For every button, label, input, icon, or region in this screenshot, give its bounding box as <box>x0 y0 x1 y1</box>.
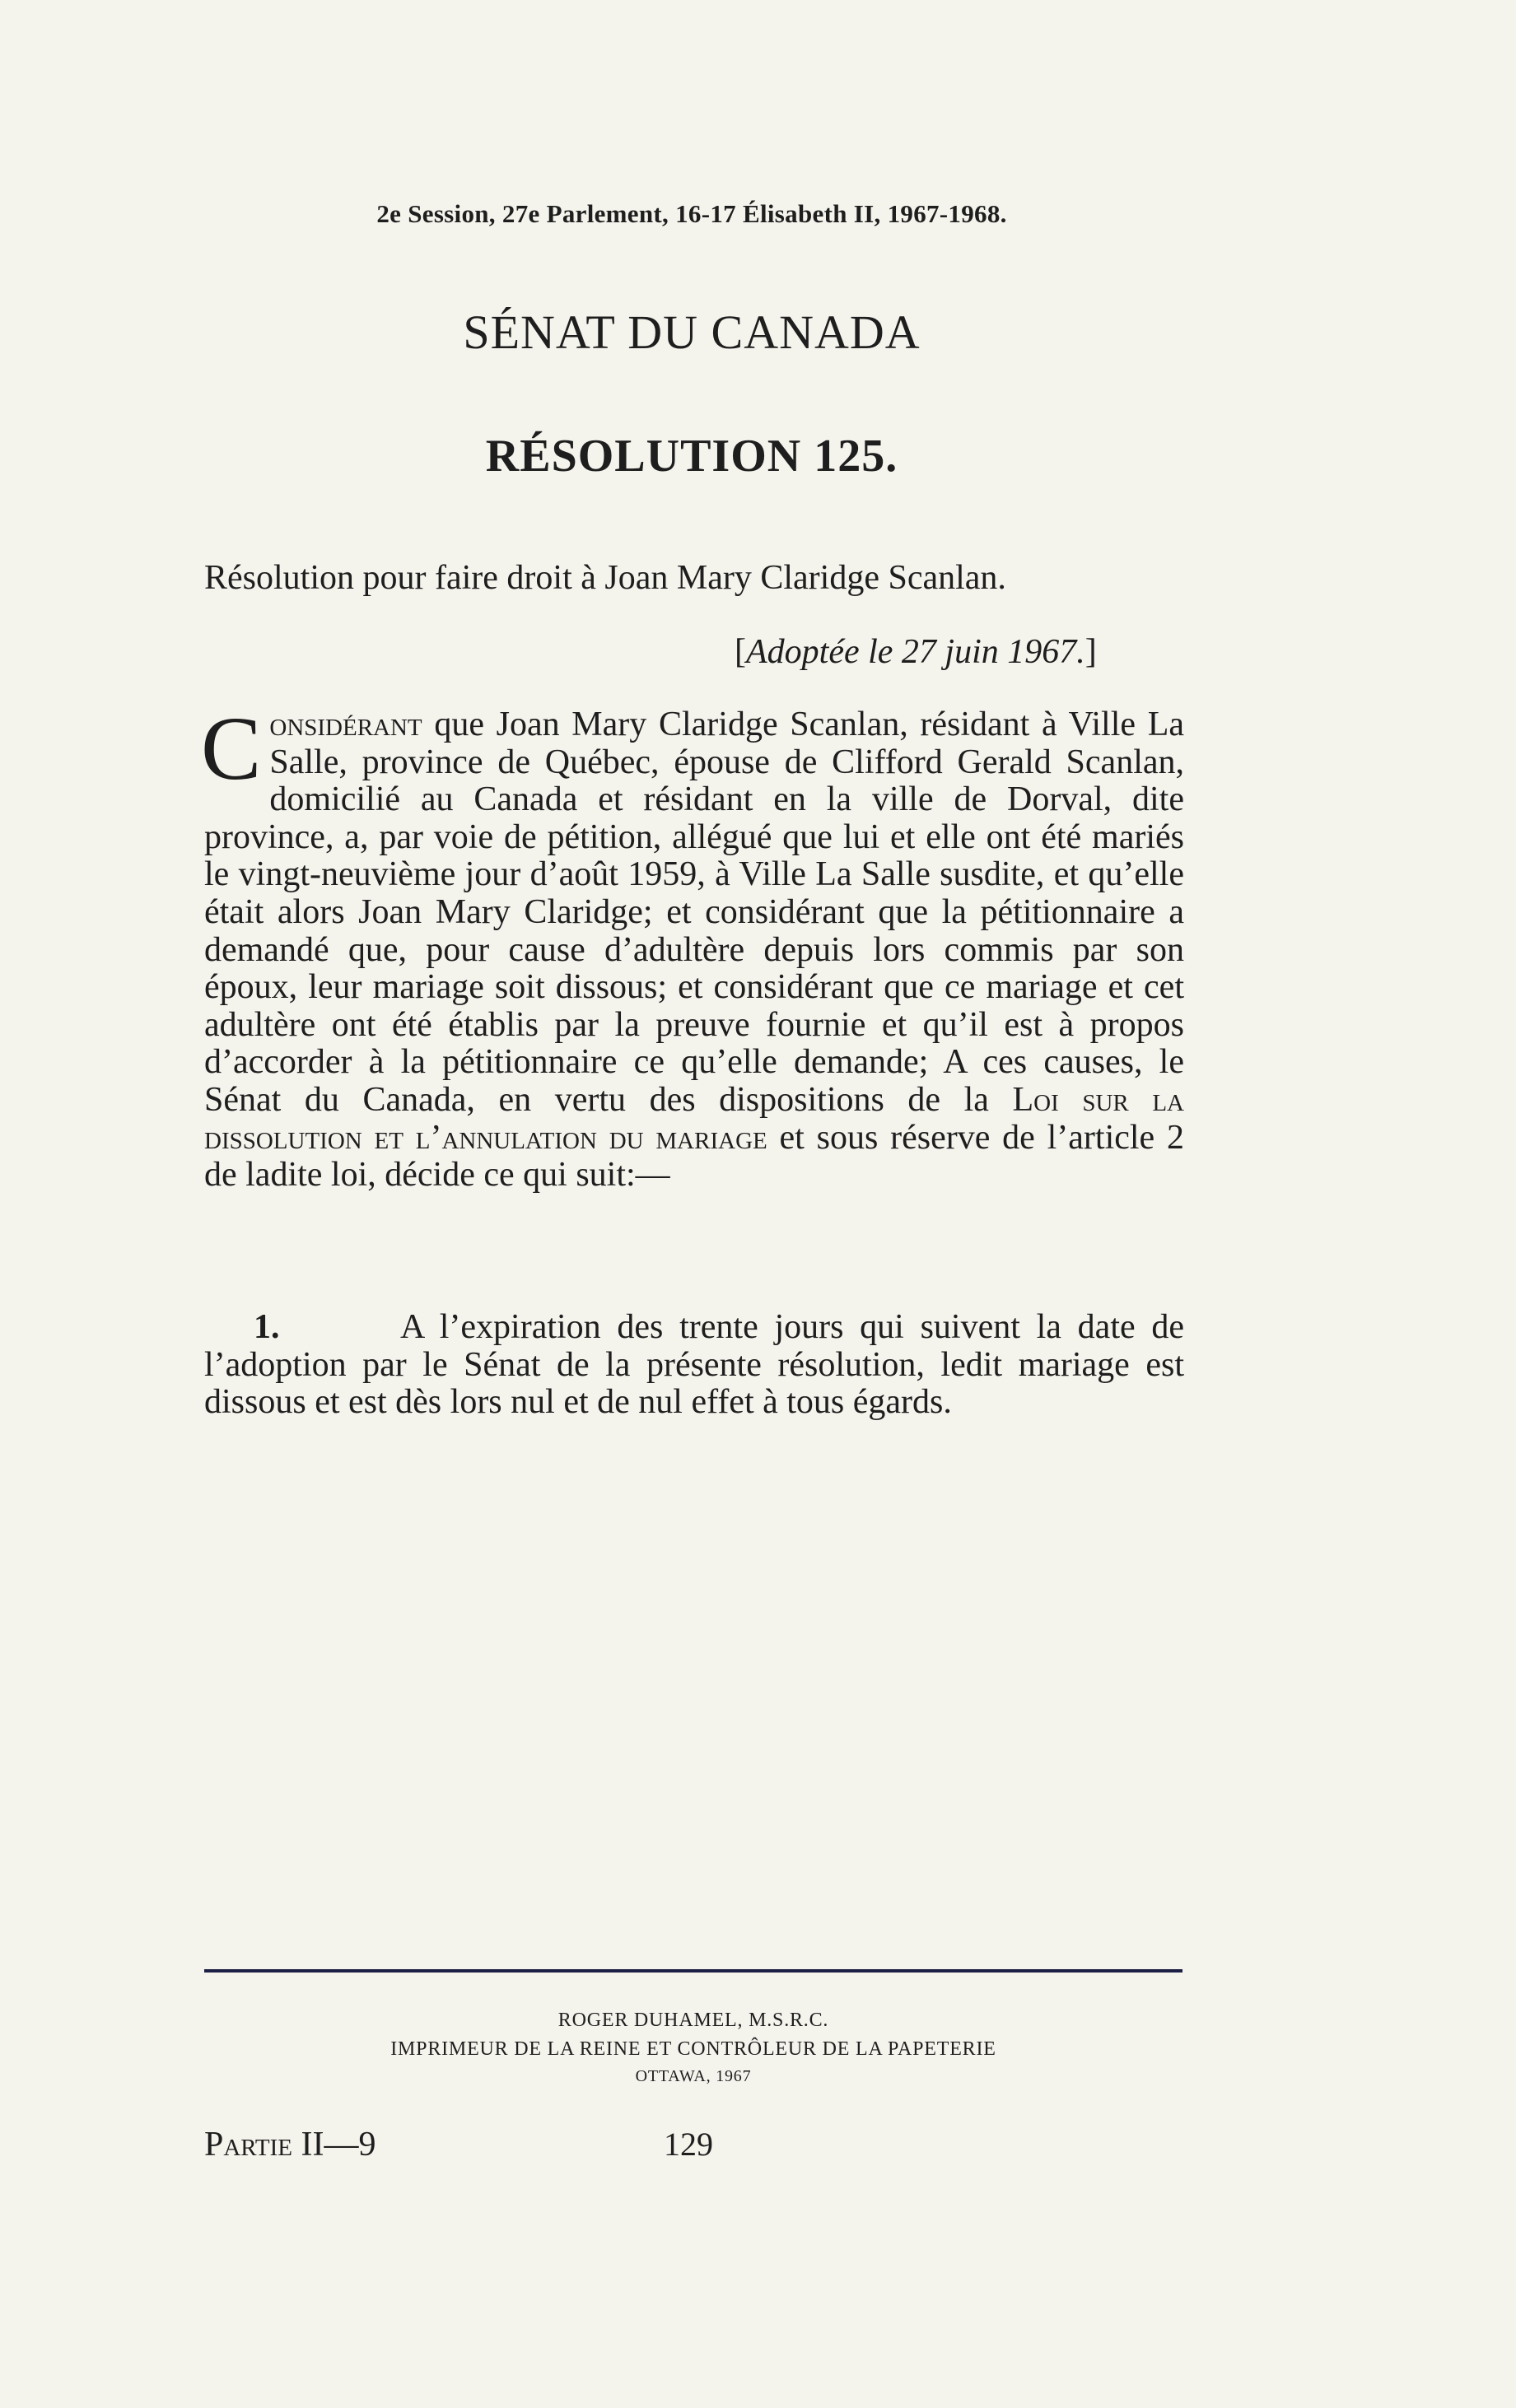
footer-divider <box>204 1969 1182 1973</box>
session-header: 2e Session, 27e Parlement, 16-17 Élisabeth II, 1967-1968. <box>376 199 1007 228</box>
printer-name: ROGER DUHAMEL, M.S.R.C. <box>557 2010 829 2031</box>
printer-title: IMPRIMEUR DE LA REINE ET CONTRÔLEUR DE LA PAPETERIE <box>390 2038 996 2060</box>
resolution-subtitle: Résolution pour faire droit à Joan Mary Claridge Scanlan. <box>204 559 1006 597</box>
drop-cap: C <box>201 698 262 799</box>
adoption-date <box>735 632 1097 672</box>
senate-title: SÉNAT DU CANADA <box>463 305 921 359</box>
preamble-lead-word: onsidérant <box>269 706 422 743</box>
adoption-bracket-close: ] <box>1085 633 1097 671</box>
adoption-text: Adoptée le 27 juin 1967. <box>746 633 1085 671</box>
preamble-paragraph <box>201 698 1184 1195</box>
clause-1 <box>204 1309 1184 1422</box>
preamble-text-2: et sous réserve de l’article 2 de ladite loi, décide ce qui suit:— <box>204 1118 1184 1195</box>
adoption-bracket-open: [ <box>735 633 746 671</box>
act-title: Loi sur la dissolution et l’annulation du mariage <box>204 1080 1184 1157</box>
resolution-title: RÉSOLUTION 125. <box>485 431 898 482</box>
preamble-text-1: que Joan Mary Claridge Scanlan, résidant à Ville La Salle, province de Québec, épouse de Clifford Gerald Scanlan, domicilié au Canada et résidant en la ville de Dorval, dite province, a, par voie de pétition, allégué que lui et elle ont été mariés le vingt-neuvième jour d’août 1959, à Ville La Salle susdite, et qu’elle était alors Joan Mary Claridge; et considérant que la pétitionnaire a demandé que, pour cause d’adultère depuis lors commis par son époux, leur mariage soit dissous; et considérant que ce mariage et cet adultère ont été établis par la preuve fournie et qu’il est à propos d’accorder à la pétitionnaire ce qu’elle demande; A ces causes, le Sénat du Canada, en vertu des dispositions de la <box>204 706 1184 1119</box>
page-number: 129 <box>664 2126 713 2163</box>
clause-number: 1. <box>254 1308 280 1346</box>
clause-text: A l’expiration des trente jours qui suivent la date de l’adoption par le Sénat de la présente résolution, ledit mariage est dissous et est dès lors nul et de nul effet à tous égards. <box>204 1308 1184 1422</box>
printer-place: OTTAWA, 1967 <box>635 2067 752 2085</box>
part-label: Partie II—9 <box>204 2126 376 2163</box>
